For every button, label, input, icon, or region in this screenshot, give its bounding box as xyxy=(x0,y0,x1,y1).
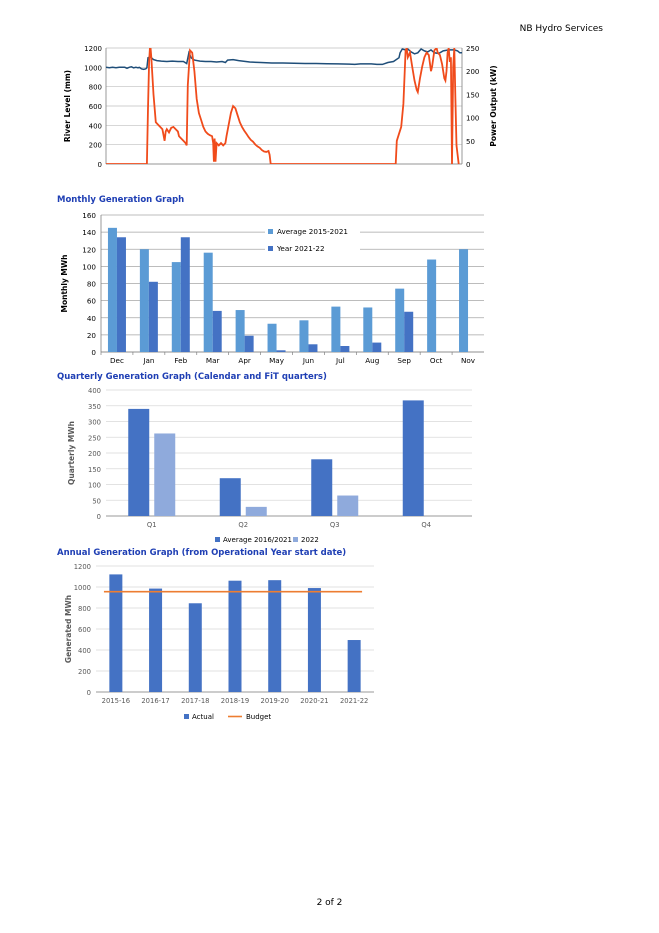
page-footer: 2 of 2 xyxy=(316,898,343,908)
y-tick-label: 0 xyxy=(91,348,96,357)
legend-swatch xyxy=(215,537,220,542)
x-tick-label: May xyxy=(269,356,284,365)
x-tick-label: Sep xyxy=(397,356,411,365)
y2-tick-label: 200 xyxy=(466,68,480,77)
y-tick-label: 400 xyxy=(88,387,101,395)
y-tick-label: 400 xyxy=(88,122,102,131)
x-tick-label: Dec xyxy=(109,356,124,365)
bar xyxy=(181,237,190,352)
legend-swatch xyxy=(184,714,189,719)
y2-tick-label: 0 xyxy=(466,161,471,169)
page-header: NB Hydro Services xyxy=(519,24,603,34)
bar xyxy=(246,507,267,516)
x-tick-label: Jun xyxy=(302,356,315,365)
x-tick-label: 2021-22 xyxy=(339,697,369,705)
y-axis-label: Quarterly MWh xyxy=(67,421,76,485)
y-tick-label: 0 xyxy=(97,161,102,169)
bar xyxy=(189,603,202,692)
bar xyxy=(459,249,468,352)
x-tick-label: Aug xyxy=(365,356,380,365)
y-axis-label: River Level (mm) xyxy=(63,69,72,143)
legend-swatch xyxy=(268,229,273,234)
bar xyxy=(236,310,245,352)
y-tick-label: 1200 xyxy=(84,45,102,53)
y-tick-label: 150 xyxy=(88,465,101,474)
y-tick-label: 140 xyxy=(82,228,96,238)
river-level-line xyxy=(106,49,462,69)
bar xyxy=(149,282,158,352)
bar xyxy=(337,496,358,516)
x-tick-label: 2020-21 xyxy=(300,697,329,705)
bar xyxy=(308,344,317,352)
legend-label: Budget xyxy=(246,713,272,721)
legend-label: Year 2021-22 xyxy=(277,244,325,253)
annual-chart-title: Annual Generation Graph (from Operational Year start date) xyxy=(57,548,347,558)
y-tick-label: 160 xyxy=(82,211,96,220)
x-tick-label: Q4 xyxy=(421,521,432,529)
y-axis-label: Monthly MWh xyxy=(60,254,69,313)
x-tick-label: 2017-18 xyxy=(181,697,210,705)
legend-label: 2022 xyxy=(301,536,319,544)
y-tick-label: 80 xyxy=(86,279,96,289)
y2-tick-label: 50 xyxy=(466,137,475,146)
x-tick-label: 2016-17 xyxy=(141,697,170,705)
bar xyxy=(277,350,286,352)
x-tick-label: Nov xyxy=(461,356,476,365)
bar xyxy=(331,307,340,352)
bar xyxy=(311,459,332,516)
bar xyxy=(117,237,126,352)
y2-tick-label: 100 xyxy=(466,114,480,123)
legend-label: Actual xyxy=(192,713,214,721)
y-tick-label: 20 xyxy=(86,330,96,340)
y-tick-label: 60 xyxy=(86,296,96,306)
y-tick-label: 40 xyxy=(86,313,96,323)
y-tick-label: 400 xyxy=(78,647,91,655)
legend-swatch xyxy=(268,246,273,251)
legend-label: Average 2015-2021 xyxy=(277,227,348,236)
bar xyxy=(213,311,222,352)
y-tick-label: 1200 xyxy=(73,563,91,571)
y-tick-label: 50 xyxy=(92,497,101,506)
bar xyxy=(108,228,117,352)
y-tick-label: 350 xyxy=(88,402,101,411)
y-tick-label: 120 xyxy=(82,245,96,255)
bar xyxy=(245,336,254,352)
x-tick-label: 2018-19 xyxy=(220,697,250,705)
bar xyxy=(372,343,381,352)
y-tick-label: 800 xyxy=(78,605,91,613)
monthly-chart-title: Monthly Generation Graph xyxy=(57,195,185,205)
y-tick-label: 800 xyxy=(88,83,102,92)
x-tick-label: Feb xyxy=(174,356,188,365)
x-tick-label: Q1 xyxy=(146,521,157,529)
bar xyxy=(395,289,404,352)
x-tick-label: Jul xyxy=(336,356,345,365)
y-axis-label: Generated MWh xyxy=(64,594,73,664)
bar xyxy=(403,400,424,516)
y-tick-label: 1000 xyxy=(73,584,91,592)
bar xyxy=(220,478,241,516)
y-tick-label: 200 xyxy=(88,450,101,458)
x-tick-label: Mar xyxy=(205,356,220,365)
x-tick-label: Jan xyxy=(143,356,155,365)
bar xyxy=(348,640,361,692)
y-tick-label: 0 xyxy=(96,513,101,521)
y-tick-label: 100 xyxy=(82,262,96,272)
x-tick-label: Q2 xyxy=(238,521,249,529)
x-tick-label: Q3 xyxy=(329,521,340,529)
bar xyxy=(427,260,436,352)
y-tick-label: 250 xyxy=(88,434,101,443)
x-tick-label: 2015-16 xyxy=(101,697,131,705)
quarterly-chart-title: Quarterly Generation Graph (Calendar and FiT quarters) xyxy=(57,372,327,382)
bar xyxy=(363,307,372,352)
bar xyxy=(268,324,277,352)
bar xyxy=(404,312,413,352)
bar xyxy=(308,588,321,692)
y-tick-label: 1000 xyxy=(84,64,102,73)
y-tick-label: 200 xyxy=(78,668,91,676)
bar xyxy=(172,262,181,352)
y-tick-label: 100 xyxy=(88,481,101,490)
y-tick-label: 300 xyxy=(88,418,101,427)
river-level-power-chart xyxy=(0,40,659,175)
bar xyxy=(140,249,149,352)
bar xyxy=(268,580,281,692)
y-tick-label: 600 xyxy=(88,103,102,111)
bar xyxy=(204,253,213,352)
monthly-generation-chart xyxy=(0,205,659,370)
bar xyxy=(149,589,162,692)
y2-axis-label: Power Output (kW) xyxy=(489,65,498,147)
x-tick-label: Oct xyxy=(429,356,443,365)
bar xyxy=(154,433,175,516)
y-tick-label: 0 xyxy=(86,689,91,697)
bar xyxy=(229,581,242,692)
bar xyxy=(299,320,308,352)
legend-label: Average 2016/2021 xyxy=(223,536,292,544)
quarterly-generation-chart xyxy=(0,382,659,547)
x-tick-label: Apr xyxy=(238,356,251,365)
y2-tick-label: 250 xyxy=(466,45,480,53)
y-tick-label: 600 xyxy=(78,626,91,634)
legend-swatch xyxy=(293,537,298,542)
bar xyxy=(340,346,349,352)
x-tick-label: 2019-20 xyxy=(260,697,289,705)
y-tick-label: 200 xyxy=(88,141,102,150)
y2-tick-label: 150 xyxy=(466,91,480,100)
bar xyxy=(128,409,149,516)
annual-generation-chart xyxy=(0,558,659,728)
